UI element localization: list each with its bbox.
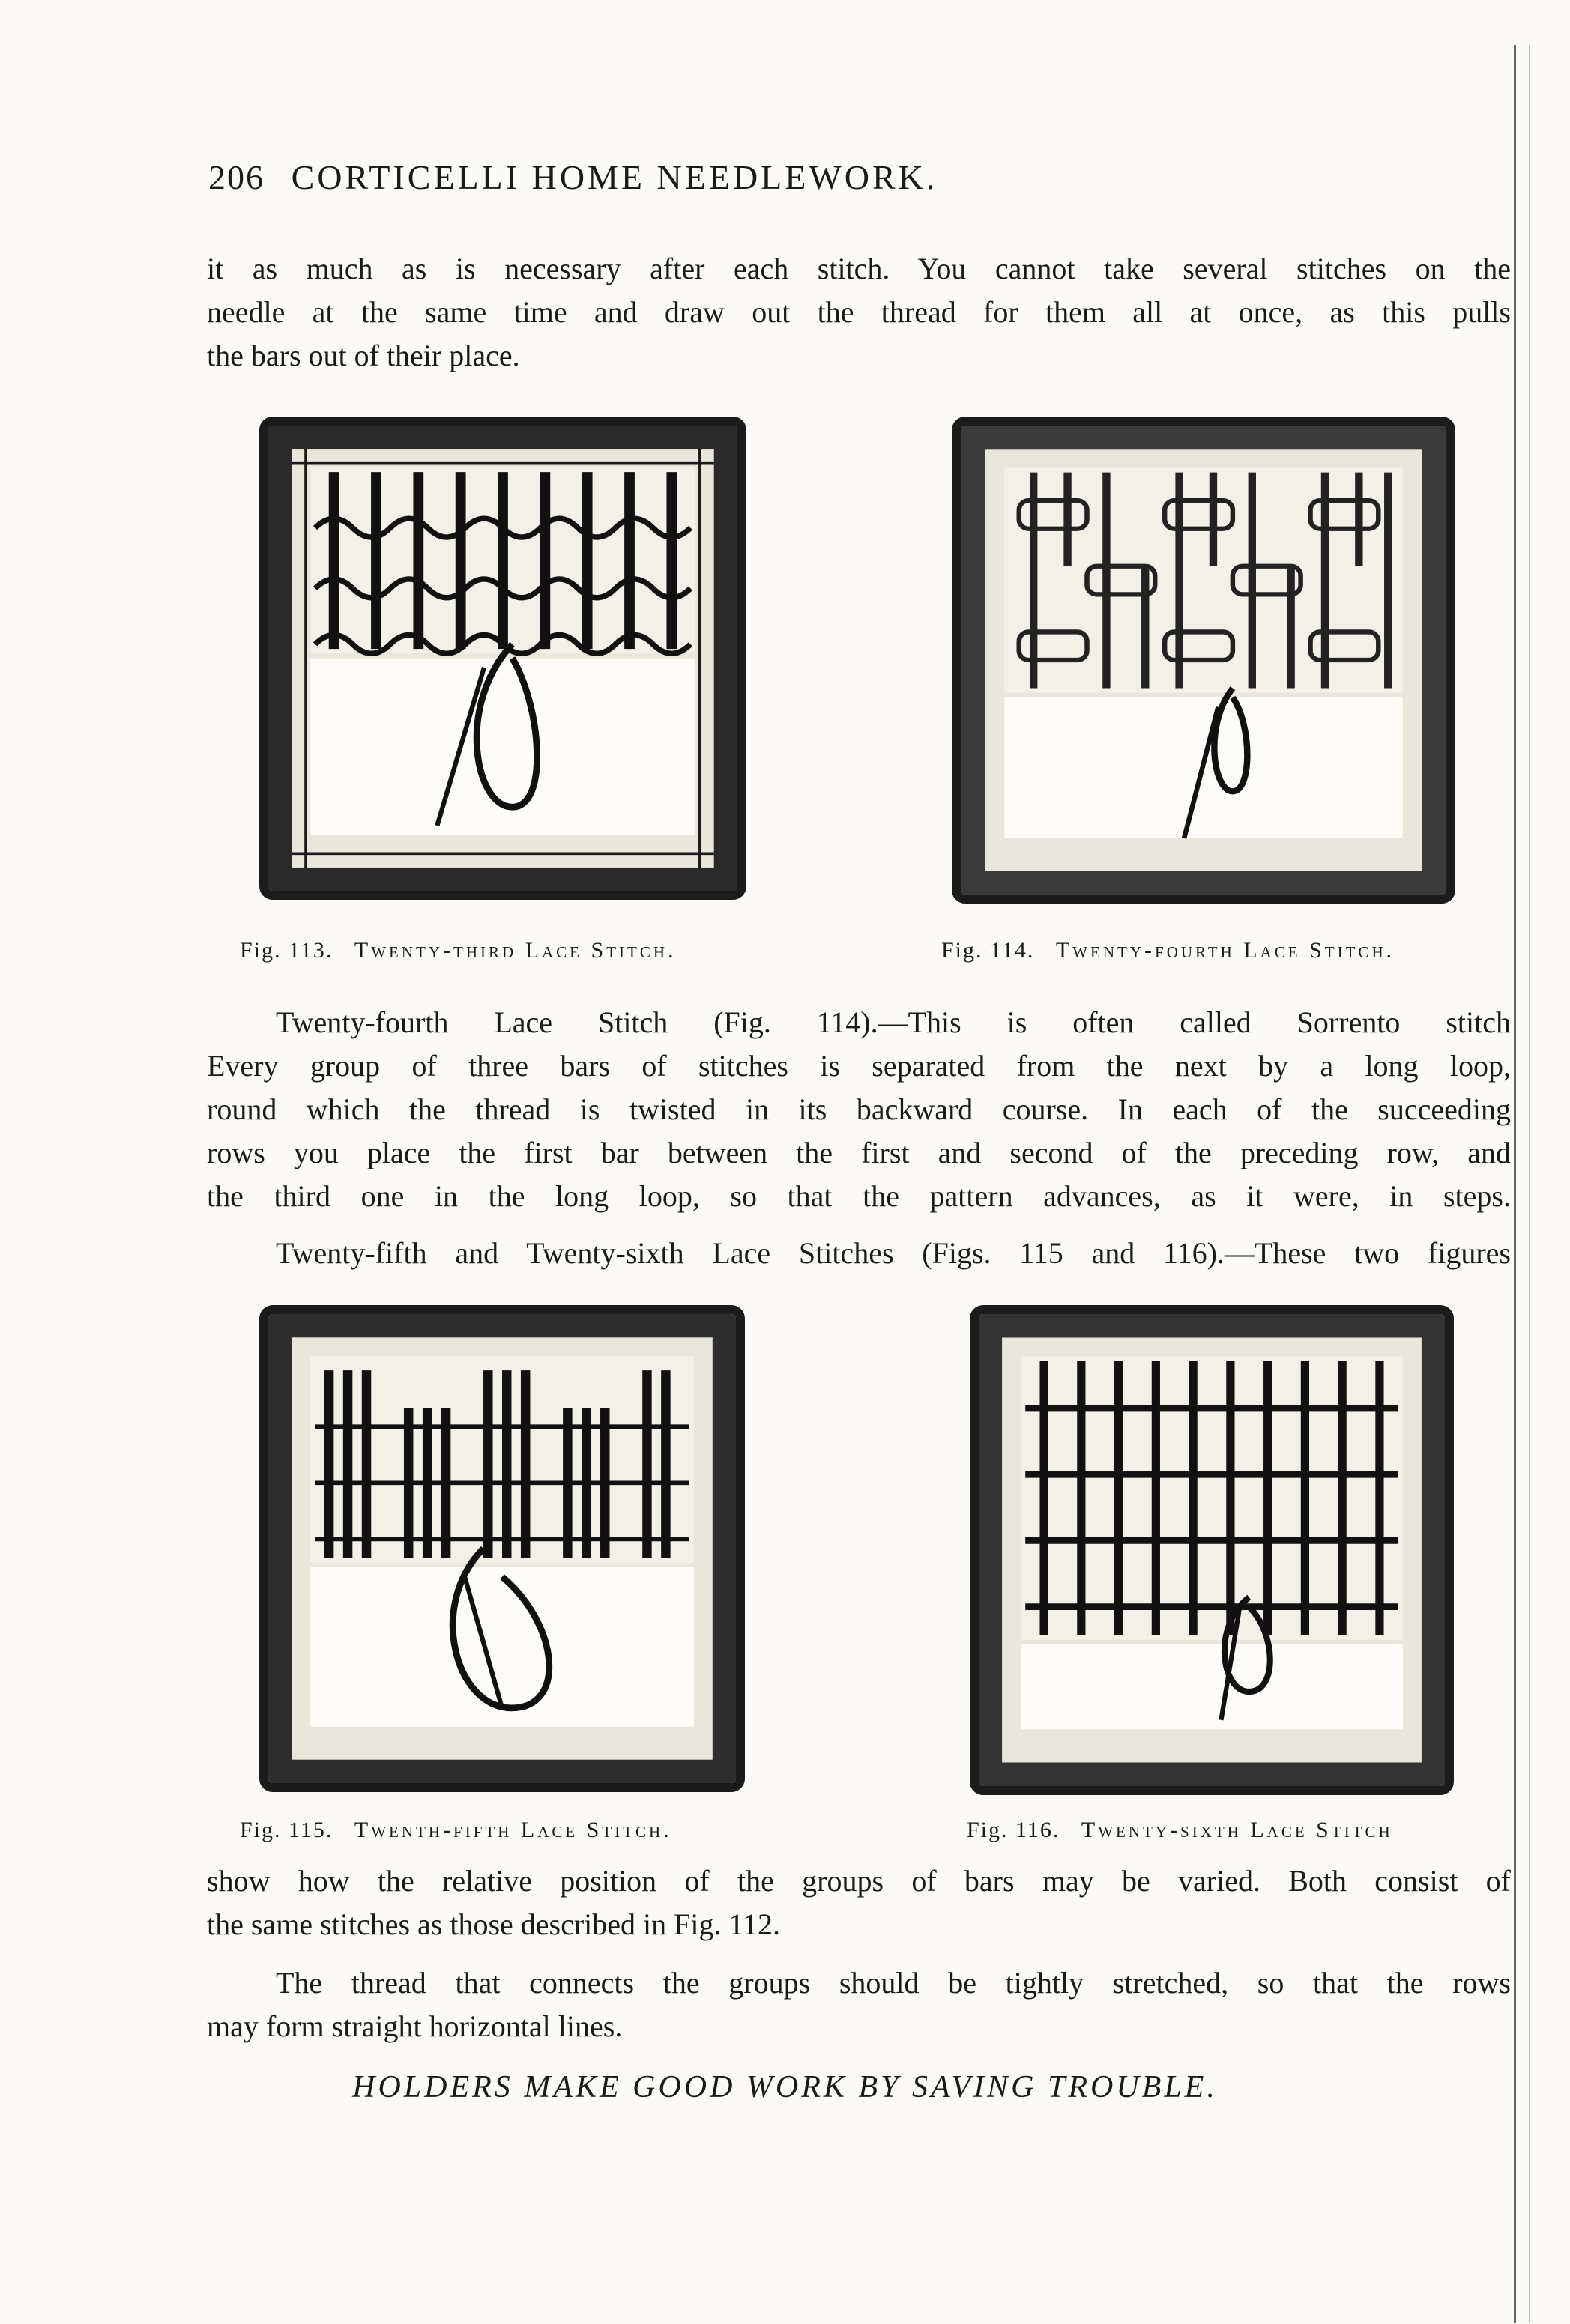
paragraph-1 [207, 247, 1511, 378]
figure-116-illustration [970, 1305, 1454, 1795]
paragraph-3 [207, 1232, 1511, 1275]
text-line: may form straight horizontal lines. [207, 2009, 623, 2043]
figure-title: Twenty-fourth Lace Stitch. [1055, 938, 1395, 963]
text-line: the same stitches as those described in Fig. 112. [207, 1907, 781, 1941]
figure-114-illustration [952, 417, 1455, 904]
figure-number: Fig. 113. [240, 938, 333, 963]
figure-114-caption [941, 938, 1395, 963]
text-line: rows you place the first bar between the first and second of the preceding row, and [207, 1136, 1511, 1169]
running-title: CORTICELLI HOME NEEDLEWORK. [291, 158, 938, 196]
figure-113-caption [240, 938, 677, 963]
lace-stitch-drawing [268, 426, 737, 891]
paragraph-4 [207, 1859, 1511, 1946]
text-line: the bars out of their place. [207, 339, 520, 372]
text-line: show how the relative position of the groups of bars may be varied. Both consist of [207, 1864, 1511, 1898]
page-motto: HOLDERS MAKE GOOD WORK BY SAVING TROUBLE. [352, 2070, 1218, 2104]
lace-stitch-drawing [979, 1314, 1445, 1786]
figure-number: Fig. 116. [967, 1818, 1060, 1842]
figure-title: Twenty-third Lace Stitch. [354, 938, 677, 963]
text-line: Twenty-fifth and Twenty-sixth Lace Stitches (Figs. 115 and 116).—These two figures [276, 1236, 1511, 1270]
paragraph-2 [207, 1001, 1511, 1218]
text-line: it as much as is necessary after each stitch. You cannot take several stitches on the [207, 252, 1511, 285]
page-number: 206 [208, 158, 265, 196]
text-line: Twenty-fourth Lace Stitch (Fig. 114).—This is often called Sorrento stitch [276, 1005, 1511, 1039]
lace-stitch-drawing [961, 426, 1446, 895]
paragraph-5 [207, 1961, 1511, 2048]
page-edge-shadow [1529, 45, 1530, 2323]
figure-number: Fig. 114. [941, 938, 1035, 963]
figure-115-illustration [259, 1305, 745, 1792]
text-line: the third one in the long loop, so that the pattern advances, as it were, in steps. [207, 1179, 1511, 1213]
figure-number: Fig. 115. [240, 1818, 333, 1842]
text-line: needle at the same time and draw out the thread for them all at once, as this pulls [207, 295, 1511, 329]
figure-title: Twenth-fifth Lace Stitch. [354, 1818, 672, 1842]
text-line: round which the thread is twisted in its backward course. In each of the succeeding [207, 1092, 1511, 1126]
figure-113-illustration [259, 417, 746, 900]
text-line: Every group of three bars of stitches is separated from the next by a long loop, [207, 1049, 1511, 1083]
text-line: The thread that connects the groups should be tightly stretched, so that the rows [276, 1966, 1511, 2000]
figure-116-caption [967, 1818, 1393, 1843]
page-header [0, 157, 1570, 210]
figure-title: Twenty-sixth Lace Stitch [1081, 1818, 1393, 1842]
figure-115-caption [240, 1818, 672, 1843]
lace-stitch-drawing [268, 1314, 736, 1783]
page-edge-line [1514, 45, 1516, 2323]
